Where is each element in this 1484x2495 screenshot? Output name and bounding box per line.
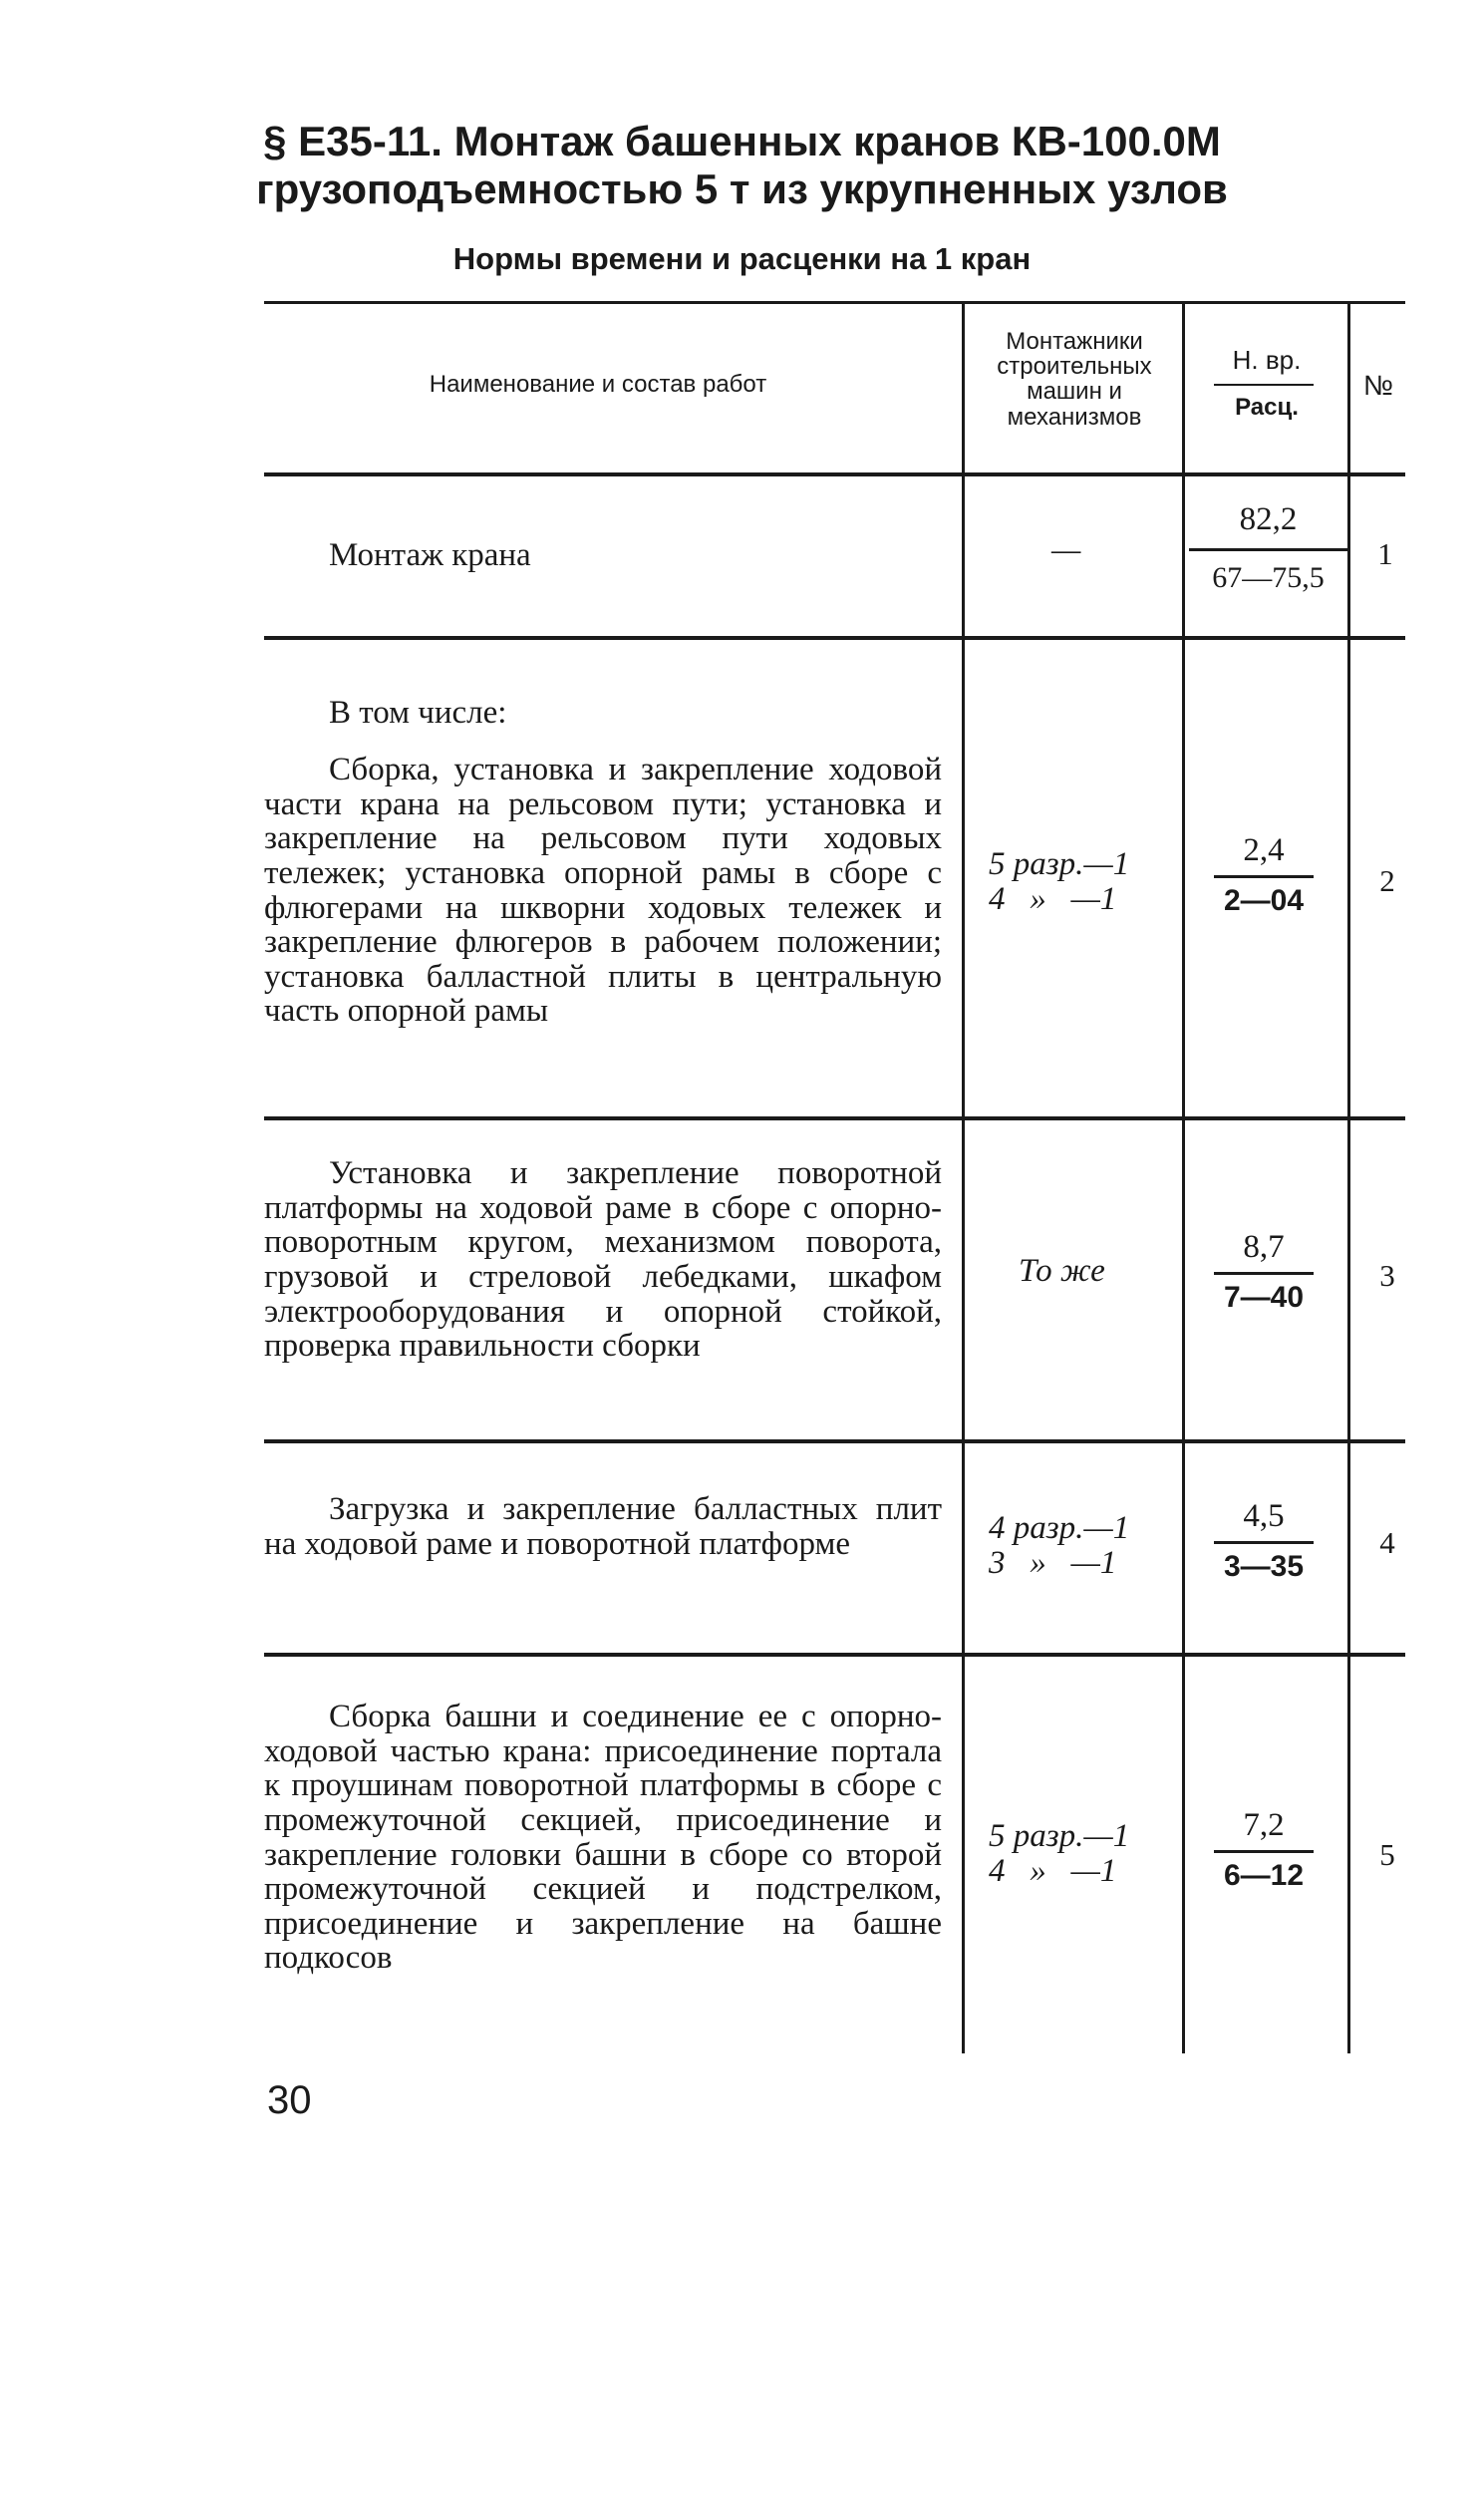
- header-bottom-rule: [264, 472, 1405, 476]
- row1-work: Монтаж крана: [329, 537, 531, 573]
- header-mech: Монтажники строительных машин и механизмов: [997, 328, 1152, 431]
- row2-number: 2: [1379, 863, 1395, 898]
- row1-fraction-bar: [1189, 548, 1348, 551]
- header-norm-rate: Расц.: [1235, 394, 1299, 421]
- row1-rate: 67—75,5: [1212, 561, 1325, 594]
- row3-norm: [1164, 1229, 1363, 1315]
- header-divider-2: [1182, 304, 1185, 472]
- header-divider-1: [962, 304, 965, 472]
- row4-mech: 4 разр.—1 3 » —1: [989, 1510, 1130, 1581]
- header-divider-3: [1347, 304, 1350, 472]
- header-work: Наименование и состав работ: [429, 371, 767, 398]
- row3-divider-1: [962, 1120, 965, 1439]
- row4-number: 4: [1379, 1525, 1395, 1560]
- table-top-rule: [264, 301, 1405, 304]
- row1-norm: [1186, 501, 1350, 595]
- row2-work: Сборка, установка и закрепление ходовой части крана на рельсовом пути; установка и закрепление на рельсовом пути ходовых тележек; установка опорной рамы в сборе с флюгерами на шкворни ходовых тележек и закрепление флюгеров в рабочем положении; установка балластной плиты в центральную часть опорной рамы: [264, 752, 942, 1030]
- table-subtitle: Нормы времени и расценки на 1 кран: [452, 241, 1032, 276]
- row5-mech: 5 разр.—1 4 » —1: [989, 1818, 1130, 1889]
- row4-divider-1: [962, 1443, 965, 1653]
- row4-time: 4,5: [1243, 1498, 1285, 1534]
- row2-divider-1: [962, 640, 965, 1116]
- row4-fraction-bar: [1214, 1541, 1314, 1544]
- row3-bottom-rule: [264, 1439, 1405, 1443]
- header-fraction-bar: [1214, 384, 1314, 386]
- section-title-line-2: грузоподъемностью 5 т из укрупненных узлов: [256, 165, 1228, 212]
- section-title-line-1: § Е35-11. Монтаж башенных кранов КВ-100.0М: [263, 118, 1221, 164]
- row3-time: 8,7: [1243, 1229, 1285, 1265]
- row5-divider-1: [962, 1657, 965, 2053]
- row5-rate: 6—12: [1223, 1859, 1305, 1892]
- row5-time: 7,2: [1243, 1807, 1285, 1843]
- row3-rate: 7—40: [1223, 1281, 1305, 1314]
- row2-intro: В том числе:: [329, 695, 507, 731]
- row2-bottom-rule: [264, 1116, 1405, 1120]
- header-norm-time: Н. вр.: [1232, 345, 1302, 375]
- row5-number: 5: [1379, 1837, 1395, 1872]
- row4-work: Загрузка и закрепление балластных плит на ходовой раме и поворотной платформе: [264, 1491, 942, 1562]
- row1-mech: —: [1051, 532, 1081, 568]
- row1-number: 1: [1377, 536, 1393, 571]
- row2-time: 2,4: [1243, 832, 1285, 868]
- row2-fraction-bar: [1214, 875, 1314, 878]
- row3-mech: То же: [1019, 1253, 1105, 1289]
- row5-work: Сборка башни и соединение ее с опорно-ходовой частью крана: присоединение портала к проушинам поворотной платформы в сборе с промежуточной секцией, присоединение и закрепление головки башни в сборе со второй промежуточной секцией и подстрелком, присоединение и закрепление на башне подкосов: [264, 1699, 942, 1977]
- row4-rate: 3—35: [1223, 1550, 1305, 1583]
- row5-norm: [1164, 1807, 1363, 1893]
- row3-number: 3: [1379, 1258, 1395, 1293]
- row4-bottom-rule: [264, 1653, 1405, 1657]
- row1-divider-1: [962, 476, 965, 636]
- row1-bottom-rule: [264, 636, 1405, 640]
- row3-fraction-bar: [1214, 1272, 1314, 1275]
- page-number: 30: [267, 2078, 312, 2122]
- row2-rate: 2—04: [1223, 884, 1305, 917]
- row1-divider-2: [1182, 476, 1185, 636]
- row1-time: 82,2: [1239, 501, 1298, 537]
- row4-norm: [1164, 1498, 1363, 1584]
- row2-norm: [1164, 832, 1363, 918]
- row3-work: Установка и закрепление поворотной платформы на ходовой раме в сборе с опорно-поворотным кругом, механизмом поворота, грузовой и стреловой лебедками, шкафом электрооборудования и опорной стойкой, проверка правильности сборки: [264, 1155, 942, 1365]
- row2-mech: 5 разр.—1 4 » —1: [989, 846, 1130, 917]
- row5-fraction-bar: [1214, 1850, 1314, 1853]
- header-number: №: [1362, 370, 1394, 401]
